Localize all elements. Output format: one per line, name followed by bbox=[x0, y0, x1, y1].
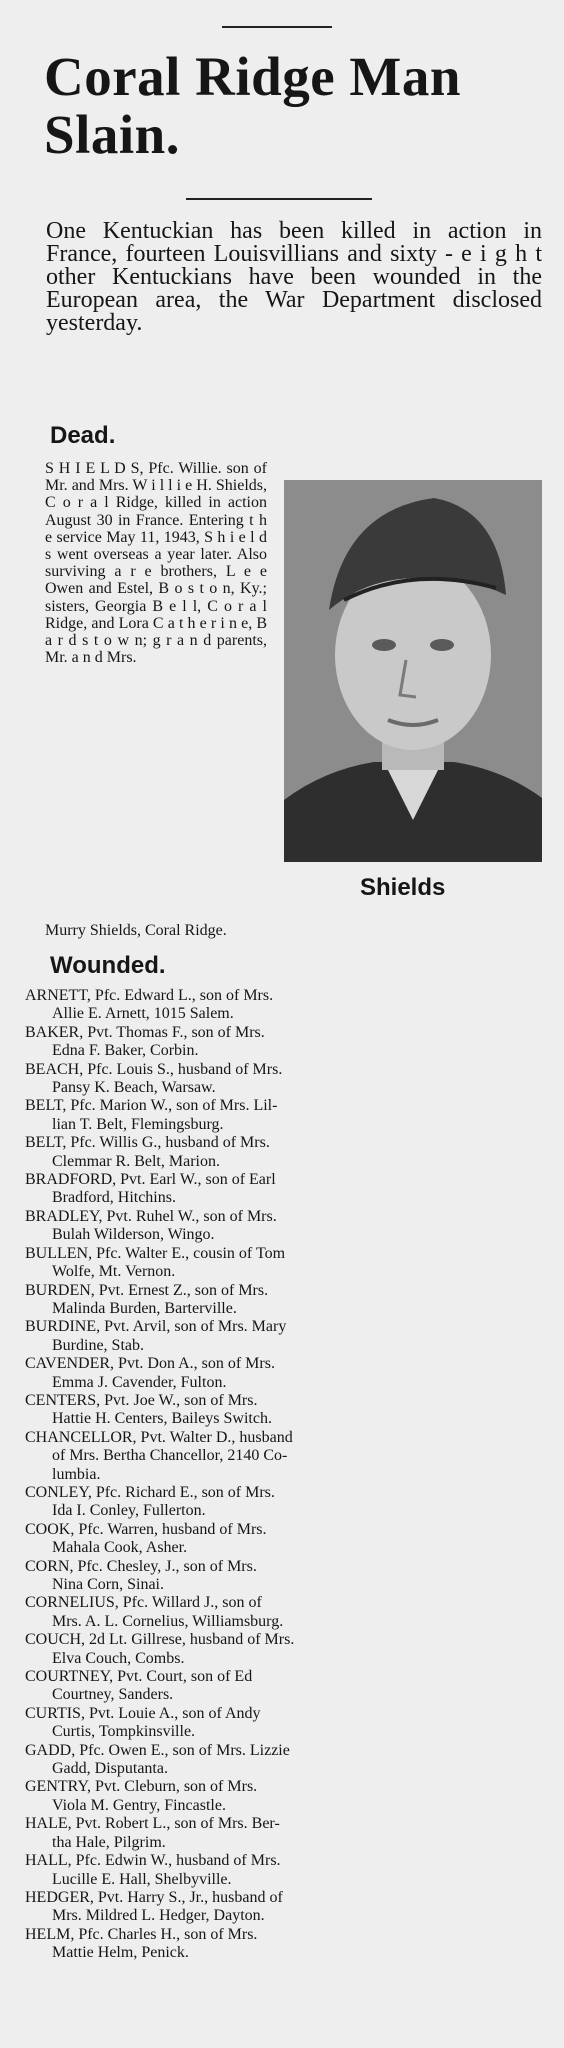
list-item-name: HEDGER, Pvt. Harry S., Jr., husband of bbox=[25, 1888, 283, 1906]
list-item-name: ARNETT, Pfc. Edward L., son of Mrs. bbox=[25, 987, 274, 1004]
list-item-detail: Mattie Helm, Penick. bbox=[52, 1944, 189, 1962]
list-item-detail: Mrs. A. L. Cornelius, Williamsburg. bbox=[52, 1612, 284, 1630]
list-item bbox=[25, 1282, 545, 1319]
list-item-detail: Mahala Cook, Asher. bbox=[52, 1539, 188, 1557]
list-item bbox=[25, 1318, 545, 1355]
list-item-detail: Burdine, Stab. bbox=[52, 1336, 144, 1354]
wounded-list bbox=[25, 987, 545, 1963]
list-item-name: BURDEN, Pvt. Ernest Z., son of Mrs. bbox=[25, 1281, 269, 1299]
list-item-detail: Nina Corn, Sinai. bbox=[52, 1576, 164, 1593]
list-item-detail: Hattie H. Centers, Baileys Switch. bbox=[52, 1410, 272, 1428]
list-item-name: CORN, Pfc. Chesley, J., son of Mrs. bbox=[25, 1557, 257, 1575]
list-item-detail: Edna F. Baker, Corbin. bbox=[52, 1042, 199, 1060]
top-rule bbox=[222, 26, 332, 28]
list-item bbox=[25, 1631, 545, 1668]
list-item bbox=[25, 1061, 545, 1098]
list-item-name: GENTRY, Pvt. Cleburn, son of Mrs. bbox=[25, 1778, 258, 1796]
list-item-detail: Courtney, Sanders. bbox=[52, 1686, 174, 1704]
list-item bbox=[25, 1392, 545, 1429]
list-item-name: CHANCELLOR, Pvt. Walter D., husband bbox=[25, 1428, 293, 1446]
list-item-detail: Bradford, Hitchins. bbox=[52, 1189, 176, 1207]
list-item-detail: Emma J. Cavender, Fulton. bbox=[52, 1373, 227, 1391]
list-item-name: BELT, Pfc. Willis G., husband of Mrs. bbox=[25, 1134, 270, 1152]
list-item-name: HELM, Pfc. Charles H., son of Mrs. bbox=[25, 1925, 258, 1943]
list-item-detail: Gadd, Disputanta. bbox=[52, 1760, 168, 1778]
list-item-detail: lian T. Belt, Flemingsburg. bbox=[52, 1115, 224, 1133]
lead-paragraph: One Kentuckian has been killed in action in France, fourteen Louisvillians and sixty - e i g h t other Kentuckians have been wounded in the European area, the War Department disclosed yesterday. bbox=[46, 218, 542, 336]
portrait-photo bbox=[284, 480, 542, 862]
list-item-name: CAVENDER, Pvt. Don A., son of Mrs. bbox=[25, 1355, 275, 1373]
list-item-name: HALE, Pvt. Robert L., son of Mrs. Ber- bbox=[25, 1815, 280, 1833]
photo-caption: Shields bbox=[360, 874, 446, 901]
wounded-heading: Wounded. bbox=[50, 952, 166, 979]
list-item-detail: Curtis, Tompkinsville. bbox=[52, 1723, 196, 1741]
list-item bbox=[25, 1355, 545, 1392]
list-item-detail: Lucille E. Hall, Shelbyville. bbox=[52, 1870, 232, 1888]
list-item bbox=[25, 1097, 545, 1134]
list-item bbox=[25, 1778, 545, 1815]
list-item-name: CURTIS, Pvt. Louie A., son of Andy bbox=[25, 1704, 261, 1722]
list-item bbox=[25, 1705, 545, 1742]
list-item bbox=[25, 1852, 545, 1889]
list-item-detail: Malinda Burden, Barterville. bbox=[52, 1299, 237, 1317]
list-item-detail: Clemmar R. Belt, Marion. bbox=[52, 1152, 220, 1170]
list-item bbox=[25, 1521, 545, 1558]
list-item-detail: of Mrs. Bertha Chancellor, 2140 Co- bbox=[52, 1447, 288, 1465]
list-item bbox=[25, 1742, 545, 1779]
list-item-name: CENTERS, Pvt. Joe W., son of Mrs. bbox=[25, 1391, 258, 1409]
list-item-detail: Elva Couch, Combs. bbox=[52, 1649, 185, 1667]
list-item bbox=[25, 1889, 545, 1926]
list-item-name: BEACH, Pfc. Louis S., husband of Mrs. bbox=[25, 1060, 283, 1078]
list-item bbox=[25, 1484, 545, 1521]
list-item-detail: Wolfe, Mt. Vernon. bbox=[52, 1263, 176, 1281]
list-item-name: CORNELIUS, Pfc. Willard J., son of bbox=[25, 1594, 262, 1612]
list-item-name: GADD, Pfc. Owen E., son of Mrs. Lizzie bbox=[25, 1741, 290, 1759]
list-item bbox=[25, 1429, 545, 1484]
list-item-detail: Ida I. Conley, Fullerton. bbox=[52, 1502, 206, 1520]
list-item-detail: lumbia. bbox=[52, 1465, 101, 1483]
list-item-detail: Mrs. Mildred L. Hedger, Dayton. bbox=[52, 1907, 265, 1925]
list-item-name: HALL, Pfc. Edwin W., husband of Mrs. bbox=[25, 1852, 281, 1870]
dead-heading: Dead. bbox=[50, 422, 116, 449]
list-item bbox=[25, 1208, 545, 1245]
headline-rule bbox=[186, 198, 372, 200]
list-item bbox=[25, 1668, 545, 1705]
list-item-name: CONLEY, Pfc. Richard E., son of Mrs. bbox=[25, 1483, 275, 1501]
list-item-detail: tha Hale, Pilgrim. bbox=[52, 1833, 166, 1851]
list-item-name: BULLEN, Pfc. Walter E., cousin of Tom bbox=[25, 1244, 286, 1262]
list-item-name: BELT, Pfc. Marion W., son of Mrs. Lil- bbox=[25, 1097, 278, 1115]
list-item-name: BAKER, Pvt. Thomas F., son of Mrs. bbox=[25, 1023, 265, 1041]
obituary-text: S H I E L D S, Pfc. Willie. son of Mr. and Mrs. W i l l i e H. Shields, C o r a l Ridge, killed in action August 30 in France. Entering t h e service May 11, 1943, S h i e l d s went overseas a year later. Also surviving a r e brothers, L e e Owen and Estel, B o s t o n, Ky.; sisters, Georgia B e l l, C o r a l Ridge, and Lora C a t h e r i n e, B a r d s t o w n; g r a n d parents, Mr. a n d Mrs. bbox=[45, 460, 267, 667]
list-item-name: COURTNEY, Pvt. Court, son of Ed bbox=[25, 1668, 253, 1686]
list-item-detail: Viola M. Gentry, Fincastle. bbox=[52, 1796, 226, 1814]
list-item-name: COUCH, 2d Lt. Gillrese, husband of Mrs. bbox=[25, 1631, 295, 1649]
list-item-name: COOK, Pfc. Warren, husband of Mrs. bbox=[25, 1520, 267, 1538]
list-item-detail: Allie E. Arnett, 1015 Salem. bbox=[52, 1005, 234, 1023]
headline: Coral Ridge Man Slain. bbox=[44, 46, 461, 165]
list-item bbox=[25, 1815, 545, 1852]
list-item bbox=[25, 1245, 545, 1282]
list-item bbox=[25, 1024, 545, 1061]
list-item bbox=[25, 1926, 545, 1963]
list-item-name: BRADFORD, Pvt. Earl W., son of Earl bbox=[25, 1171, 276, 1189]
list-item-name: BURDINE, Pvt. Arvil, son of Mrs. Mary bbox=[25, 1318, 287, 1336]
list-item bbox=[25, 1171, 545, 1208]
list-item bbox=[25, 1558, 545, 1595]
list-item-name: BRADLEY, Pvt. Ruhel W., son of Mrs. bbox=[25, 1207, 277, 1225]
list-item bbox=[25, 1134, 545, 1171]
list-item-detail: Bulah Wilderson, Wingo. bbox=[52, 1226, 215, 1244]
list-item bbox=[25, 1594, 545, 1631]
list-item-detail: Pansy K. Beach, Warsaw. bbox=[52, 1079, 216, 1097]
obituary-tail: Murry Shields, Coral Ridge. bbox=[45, 922, 227, 939]
list-item bbox=[25, 987, 545, 1024]
